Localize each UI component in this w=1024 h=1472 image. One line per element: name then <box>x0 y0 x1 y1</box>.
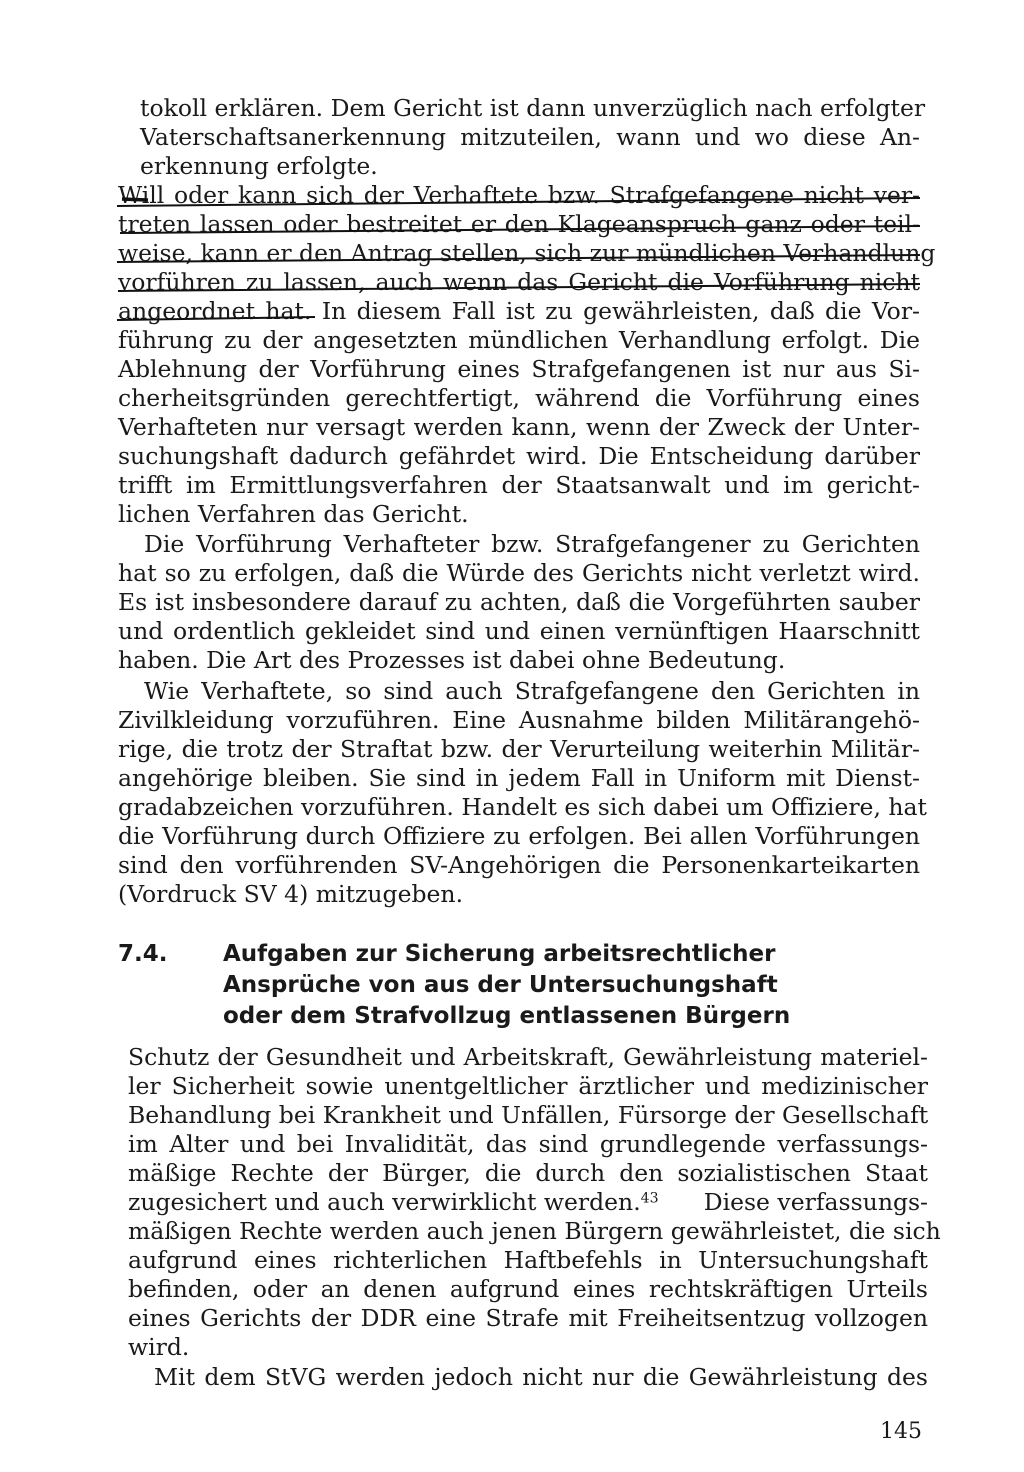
text-segment: zugesichert und auch verwirklicht werden. <box>128 1188 641 1216</box>
text-line: die Vorführung durch Offiziere zu erfolgen. Bei allen Vorführungen <box>118 822 920 850</box>
text-line: treten lassen oder bestreitet er den Klageanspruch ganz oder teil- <box>118 210 920 238</box>
text-line: vorführen zu lassen, auch wenn das Gericht die Vorführung nicht <box>118 268 920 296</box>
text-line: lichen Verfahren das Gericht. <box>118 500 469 528</box>
text-line: Es ist insbesondere darauf zu achten, daß die Vorgeführten sauber <box>118 588 920 616</box>
text-line: aufgrund eines richterlichen Haftbefehls in Untersuchungshaft <box>128 1246 928 1274</box>
text-line: haben. Die Art des Prozesses ist dabei ohne Bedeutung. <box>118 646 786 674</box>
text-line: Schutz der Gesundheit und Arbeitskraft, Gewährleistung materiel- <box>128 1043 928 1071</box>
page-number: 145 <box>880 1419 922 1444</box>
section-number: 7.4. <box>118 941 168 967</box>
text-line: befinden, oder an denen aufgrund eines rechtskräftigen Urteils <box>128 1275 928 1303</box>
text-line: erkennung erfolgte. <box>140 152 378 180</box>
text-line: Ablehnung der Vorführung eines Strafgefangenen ist nur aus Si- <box>118 355 920 383</box>
text-segment: Diese verfassungs- <box>703 1188 928 1216</box>
footnote-reference: 43 <box>640 1190 659 1207</box>
text-line: Die Vorführung Verhafteter bzw. Strafgefangener zu Gerichten <box>144 530 920 558</box>
text-line: (Vordruck SV 4) mitzugeben. <box>118 880 464 908</box>
text-line: trifft im Ermittlungsverfahren der Staatsanwalt und im gericht- <box>118 471 920 499</box>
text-line: angeordnet hat. In diesem Fall ist zu gewährleisten, daß die Vor- <box>118 297 920 325</box>
text-line: Mit dem StVG werden jedoch nicht nur die Gewährleistung des <box>154 1363 928 1391</box>
text-line: gradabzeichen vorzuführen. Handelt es sich dabei um Offiziere, hat <box>118 793 927 821</box>
section-title-line: oder dem Strafvollzug entlassenen Bürgern <box>223 1003 791 1029</box>
text-line: angehörige bleiben. Sie sind in jedem Fall in Uniform mit Dienst- <box>118 764 920 792</box>
text-line: mäßigen Rechte werden auch jenen Bürgern gewährleistet, die sich <box>128 1217 941 1245</box>
text-line: weise, kann er den Antrag stellen, sich zur mündlichen Verhandlung <box>118 239 936 267</box>
text-line: führung zu der angesetzten mündlichen Verhandlung erfolgt. Die <box>118 326 920 354</box>
text-line: tokoll erklären. Dem Gericht ist dann unverzüglich nach erfolgter <box>140 94 926 122</box>
text-line: im Alter und bei Invalidität, das sind grundlegende verfassungs- <box>128 1130 928 1158</box>
text-line: Vaterschaftsanerkennung mitzuteilen, wann und wo diese An- <box>140 123 920 151</box>
text-segment <box>128 1188 659 1216</box>
text-line: Will oder kann sich der Verhaftete bzw. Strafgefangene nicht ver- <box>118 181 920 209</box>
text-line: ler Sicherheit sowie unentgeltlicher ärztlicher und medizinischer <box>128 1072 928 1100</box>
section-title-line: Ansprüche von aus der Untersuchungshaft <box>223 972 778 998</box>
text-line: Verhafteten nur versagt werden kann, wenn der Zweck der Unter- <box>118 413 920 441</box>
text-line: Wie Verhaftete, so sind auch Strafgefangene den Gerichten in <box>144 677 920 705</box>
text-line: sind den vorführenden SV-Angehörigen die Personenkarteikarten <box>118 851 920 879</box>
text-line: cherheitsgründen gerechtfertigt, während die Vorführung eines <box>118 384 920 412</box>
text-line: mäßige Rechte der Bürger, die durch den sozialistischen Staat <box>128 1159 928 1187</box>
text-line: Behandlung bei Krankheit und Unfällen, Fürsorge der Gesellschaft <box>128 1101 929 1129</box>
text-line: eines Gerichts der DDR eine Strafe mit Freiheitsentzug vollzogen <box>128 1304 928 1332</box>
text-line <box>128 1188 928 1216</box>
text-line: suchungshaft dadurch gefährdet wird. Die Entscheidung darüber <box>118 442 920 470</box>
text-line: rige, die trotz der Straftat bzw. der Verurteilung weiterhin Militär- <box>118 735 920 763</box>
text-line: Zivilkleidung vorzuführen. Eine Ausnahme bilden Militärangehö- <box>118 706 920 734</box>
text-line: hat so zu erfolgen, daß die Würde des Gerichts nicht verletzt wird. <box>118 559 920 587</box>
section-title-line: Aufgaben zur Sicherung arbeitsrechtlicher <box>223 941 776 967</box>
text-line: wird. <box>128 1333 190 1361</box>
text-line: und ordentlich gekleidet sind und einen vernünftigen Haarschnitt <box>118 617 920 645</box>
